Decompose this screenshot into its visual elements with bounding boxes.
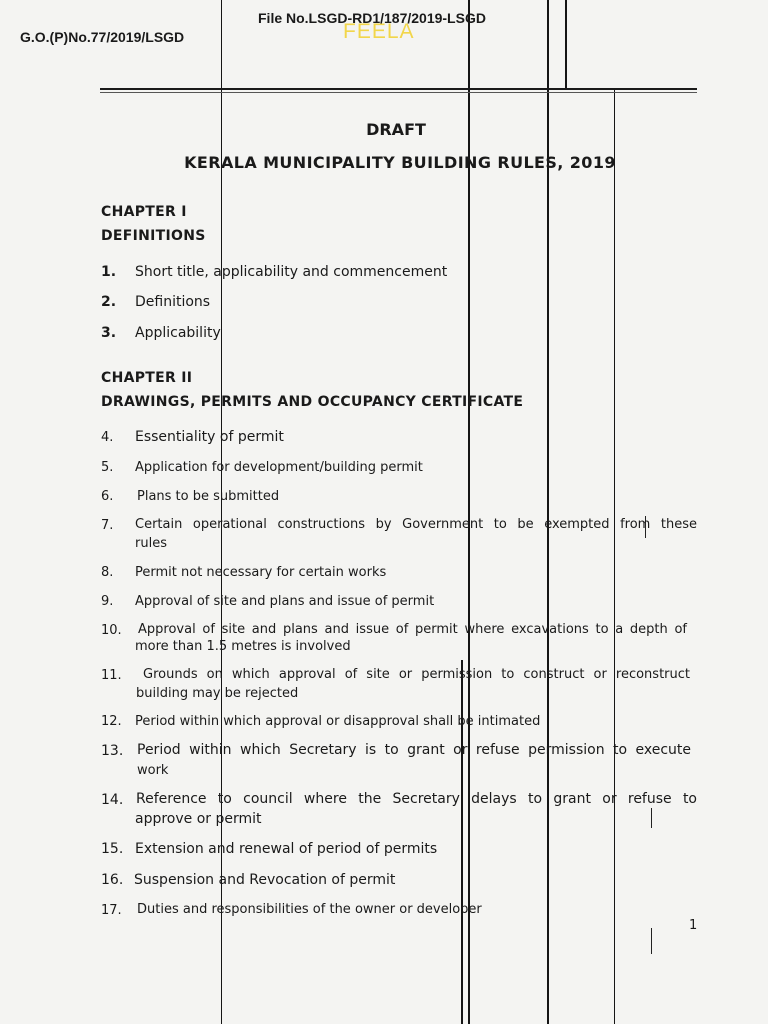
- header-rule-thin: [100, 92, 697, 93]
- rule-title: Suspension and Revocation of permit: [134, 872, 396, 888]
- rule-number: 2.: [101, 294, 117, 310]
- rule-title: Approval of site and plans and issue of permit: [135, 594, 435, 609]
- rule-number: 3.: [101, 325, 117, 341]
- chapter-subheading: DEFINITIONS: [101, 228, 206, 244]
- rule-number: 15.: [101, 841, 124, 857]
- rule-title: Plans to be submitted: [137, 489, 280, 504]
- rule-title: Duties and responsibilities of the owner or developer: [137, 902, 482, 917]
- rule-title-continued: work: [137, 763, 169, 778]
- rule-number: 12.: [101, 714, 122, 729]
- rule-title-continued: rules: [135, 536, 167, 551]
- rule-title: Approval of site and plans and issue of permit where excavations to a depth of: [138, 622, 687, 637]
- rule-title: Application for development/building permit: [135, 460, 423, 475]
- header-rule: [100, 88, 697, 90]
- rule-title-continued: building may be rejected: [136, 686, 299, 701]
- rule-title: Essentiality of permit: [135, 429, 284, 445]
- rule-title: Period within which approval or disapproval shall be intimated: [135, 714, 541, 729]
- scan-mark: [651, 808, 652, 828]
- rule-number: 17.: [101, 903, 122, 918]
- rule-number: 7.: [101, 518, 114, 533]
- rule-title: Period within which Secretary is to grant or refuse permission to execute: [137, 742, 691, 758]
- scan-line: [614, 90, 615, 1024]
- chapter-subheading: DRAWINGS, PERMITS AND OCCUPANCY CERTIFICATE: [101, 394, 524, 410]
- go-number: G.O.(P)No.77/2019/LSGD: [20, 29, 185, 45]
- rule-title: Reference to council where the Secretary delays to grant or refuse to: [136, 791, 697, 807]
- rule-title: Permit not necessary for certain works: [135, 565, 387, 580]
- rule-number: 9.: [101, 594, 114, 609]
- rule-number: 8.: [101, 565, 114, 580]
- chapter-heading: CHAPTER I: [101, 204, 187, 220]
- rule-number: 13.: [101, 743, 124, 759]
- rule-number: 4.: [101, 430, 114, 445]
- rule-title-continued: approve or permit: [135, 811, 262, 827]
- rule-title: Certain operational constructions by Government to be exempted from these: [135, 517, 697, 532]
- feela-stamp: FEELA: [343, 20, 415, 43]
- page-number: 1: [689, 918, 698, 933]
- draft-label: DRAFT: [366, 120, 426, 139]
- rule-number: 6.: [101, 489, 114, 504]
- rule-title-continued: more than 1.5 metres is involved: [135, 639, 351, 654]
- scan-line: [565, 0, 567, 90]
- document-title: KERALA MUNICIPALITY BUILDING RULES, 2019: [184, 153, 616, 172]
- rule-number: 1.: [101, 264, 117, 280]
- file-number: File No.LSGD-RD1/187/2019-LSGD: [258, 10, 486, 26]
- rule-number: 11.: [101, 668, 122, 683]
- chapter-heading: CHAPTER II: [101, 370, 193, 386]
- rule-number: 5.: [101, 460, 114, 475]
- rule-number: 16.: [101, 872, 124, 888]
- rule-number: 10.: [101, 623, 122, 638]
- rule-title: Applicability: [135, 325, 221, 341]
- rule-title: Extension and renewal of period of permits: [135, 841, 438, 857]
- rule-title: Definitions: [135, 294, 211, 310]
- rule-title: Short title, applicability and commencement: [135, 264, 448, 280]
- scan-mark: [651, 928, 652, 954]
- rule-number: 14.: [101, 792, 124, 808]
- rule-title: Grounds on which approval of site or permission to construct or reconstruct: [143, 667, 690, 682]
